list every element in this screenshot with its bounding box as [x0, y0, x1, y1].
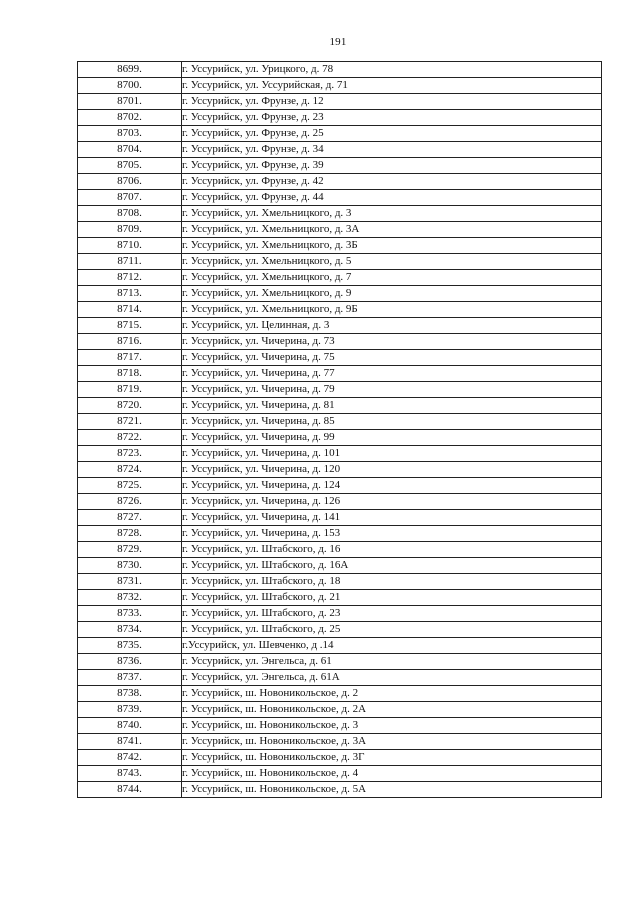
table-row [78, 382, 602, 398]
row-number-cell: 8702. [78, 110, 182, 126]
table-row [78, 686, 602, 702]
table-row [78, 270, 602, 286]
row-number-cell: 8741. [78, 734, 182, 750]
address-cell: г. Уссурийск, ул. Целинная, д. 3 [182, 318, 602, 334]
address-cell: г. Уссурийск, ул. Чичерина, д. 101 [182, 446, 602, 462]
address-cell: г. Уссурийск, ул. Хмельницкого, д. 5 [182, 254, 602, 270]
address-cell: г. Уссурийск, ул. Энгельса, д. 61 [182, 654, 602, 670]
address-cell: г. Уссурийск, ул. Урицкого, д. 78 [182, 62, 602, 78]
table-row [78, 142, 602, 158]
address-cell: г. Уссурийск, ул. Чичерина, д. 141 [182, 510, 602, 526]
table-row [78, 734, 602, 750]
table-row [78, 366, 602, 382]
row-number-cell: 8722. [78, 430, 182, 446]
row-number-cell: 8740. [78, 718, 182, 734]
address-cell: г. Уссурийск, ул. Чичерина, д. 75 [182, 350, 602, 366]
table-row [78, 718, 602, 734]
table-row [78, 302, 602, 318]
address-cell: г. Уссурийск, ул. Чичерина, д. 99 [182, 430, 602, 446]
address-cell: г. Уссурийск, ш. Новоникольское, д. 3 [182, 718, 602, 734]
address-cell: г. Уссурийск, ул. Фрунзе, д. 44 [182, 190, 602, 206]
table-row [78, 174, 602, 190]
table-row [78, 606, 602, 622]
row-number-cell: 8705. [78, 158, 182, 174]
row-number-cell: 8706. [78, 174, 182, 190]
row-number-cell: 8735. [78, 638, 182, 654]
address-cell: г. Уссурийск, ул. Чичерина, д. 77 [182, 366, 602, 382]
address-cell: г. Уссурийск, ул. Чичерина, д. 79 [182, 382, 602, 398]
table-row [78, 206, 602, 222]
row-number-cell: 8704. [78, 142, 182, 158]
table-row [78, 782, 602, 798]
row-number-cell: 8716. [78, 334, 182, 350]
address-cell: г. Уссурийск, ул. Фрунзе, д. 39 [182, 158, 602, 174]
address-cell: г. Уссурийск, ул. Чичерина, д. 81 [182, 398, 602, 414]
row-number-cell: 8742. [78, 750, 182, 766]
row-number-cell: 8736. [78, 654, 182, 670]
row-number-cell: 8723. [78, 446, 182, 462]
address-cell: г. Уссурийск, ул. Штабского, д. 18 [182, 574, 602, 590]
table-row [78, 62, 602, 78]
table-row [78, 238, 602, 254]
table-row [78, 494, 602, 510]
table-row [78, 414, 602, 430]
address-cell: г. Уссурийск, ш. Новоникольское, д. 4 [182, 766, 602, 782]
table-row [78, 590, 602, 606]
address-table-body [78, 62, 602, 798]
page-number: 191 [329, 36, 347, 48]
address-cell: г. Уссурийск, ул. Чичерина, д. 120 [182, 462, 602, 478]
row-number-cell: 8725. [78, 478, 182, 494]
table-row [78, 94, 602, 110]
address-cell: г. Уссурийск, ул. Штабского, д. 23 [182, 606, 602, 622]
address-cell: г.Уссурийск, ул. Шевченко, д .14 [182, 638, 602, 654]
row-number-cell: 8739. [78, 702, 182, 718]
address-cell: г. Уссурийск, ш. Новоникольское, д. 2А [182, 702, 602, 718]
row-number-cell: 8730. [78, 558, 182, 574]
row-number-cell: 8727. [78, 510, 182, 526]
row-number-cell: 8743. [78, 766, 182, 782]
row-number-cell: 8712. [78, 270, 182, 286]
row-number-cell: 8717. [78, 350, 182, 366]
table-row [78, 190, 602, 206]
table-row [78, 638, 602, 654]
table-row [78, 318, 602, 334]
row-number-cell: 8734. [78, 622, 182, 638]
table-row [78, 750, 602, 766]
row-number-cell: 8711. [78, 254, 182, 270]
table-row [78, 702, 602, 718]
row-number-cell: 8699. [78, 62, 182, 78]
address-cell: г. Уссурийск, ул. Хмельницкого, д. 9Б [182, 302, 602, 318]
address-cell: г. Уссурийск, ул. Фрунзе, д. 23 [182, 110, 602, 126]
table-row [78, 558, 602, 574]
address-cell: г. Уссурийск, ул. Фрунзе, д. 12 [182, 94, 602, 110]
table-row [78, 78, 602, 94]
table-row [78, 622, 602, 638]
row-number-cell: 8728. [78, 526, 182, 542]
row-number-cell: 8700. [78, 78, 182, 94]
address-cell: г. Уссурийск, ул. Хмельницкого, д. 9 [182, 286, 602, 302]
table-row [78, 654, 602, 670]
table-row [78, 478, 602, 494]
address-cell: г. Уссурийск, ул. Хмельницкого, д. 3 [182, 206, 602, 222]
table-row [78, 446, 602, 462]
row-number-cell: 8713. [78, 286, 182, 302]
address-cell: г. Уссурийск, ул. Хмельницкого, д. 7 [182, 270, 602, 286]
address-cell: г. Уссурийск, ш. Новоникольское, д. 3А [182, 734, 602, 750]
address-cell: г. Уссурийск, ул. Фрунзе, д. 25 [182, 126, 602, 142]
row-number-cell: 8714. [78, 302, 182, 318]
address-cell: г. Уссурийск, ул. Хмельницкого, д. 3Б [182, 238, 602, 254]
address-cell: г. Уссурийск, ул. Энгельса, д. 61А [182, 670, 602, 686]
address-cell: г. Уссурийск, ул. Штабского, д. 25 [182, 622, 602, 638]
row-number-cell: 8707. [78, 190, 182, 206]
address-cell: г. Уссурийск, ул. Уссурийская, д. 71 [182, 78, 602, 94]
row-number-cell: 8719. [78, 382, 182, 398]
table-row [78, 286, 602, 302]
address-cell: г. Уссурийск, ул. Фрунзе, д. 42 [182, 174, 602, 190]
table-row [78, 526, 602, 542]
address-cell: г. Уссурийск, ул. Чичерина, д. 153 [182, 526, 602, 542]
row-number-cell: 8715. [78, 318, 182, 334]
address-cell: г. Уссурийск, ул. Чичерина, д. 126 [182, 494, 602, 510]
table-row [78, 350, 602, 366]
row-number-cell: 8709. [78, 222, 182, 238]
table-row [78, 766, 602, 782]
row-number-cell: 8701. [78, 94, 182, 110]
row-number-cell: 8726. [78, 494, 182, 510]
table-row [78, 158, 602, 174]
row-number-cell: 8733. [78, 606, 182, 622]
row-number-cell: 8738. [78, 686, 182, 702]
address-cell: г. Уссурийск, ш. Новоникольское, д. 3Г [182, 750, 602, 766]
address-cell: г. Уссурийск, ул. Штабского, д. 16А [182, 558, 602, 574]
table-row [78, 670, 602, 686]
row-number-cell: 8729. [78, 542, 182, 558]
address-cell: г. Уссурийск, ул. Штабского, д. 21 [182, 590, 602, 606]
address-table [77, 61, 602, 798]
row-number-cell: 8721. [78, 414, 182, 430]
table-row [78, 430, 602, 446]
table-row [78, 462, 602, 478]
address-cell: г. Уссурийск, ш. Новоникольское, д. 2 [182, 686, 602, 702]
table-row [78, 110, 602, 126]
row-number-cell: 8718. [78, 366, 182, 382]
table-row [78, 510, 602, 526]
row-number-cell: 8724. [78, 462, 182, 478]
row-number-cell: 8737. [78, 670, 182, 686]
row-number-cell: 8744. [78, 782, 182, 798]
table-row [78, 574, 602, 590]
address-cell: г. Уссурийск, ул. Фрунзе, д. 34 [182, 142, 602, 158]
row-number-cell: 8720. [78, 398, 182, 414]
row-number-cell: 8731. [78, 574, 182, 590]
table-row [78, 542, 602, 558]
address-cell: г. Уссурийск, ул. Чичерина, д. 85 [182, 414, 602, 430]
row-number-cell: 8710. [78, 238, 182, 254]
table-row [78, 254, 602, 270]
row-number-cell: 8703. [78, 126, 182, 142]
address-cell: г. Уссурийск, ул. Хмельницкого, д. 3А [182, 222, 602, 238]
address-cell: г. Уссурийск, ул. Чичерина, д. 73 [182, 334, 602, 350]
row-number-cell: 8732. [78, 590, 182, 606]
table-row [78, 398, 602, 414]
table-row [78, 126, 602, 142]
table-row [78, 222, 602, 238]
table-row [78, 334, 602, 350]
row-number-cell: 8708. [78, 206, 182, 222]
address-cell: г. Уссурийск, ш. Новоникольское, д. 5А [182, 782, 602, 798]
address-cell: г. Уссурийск, ул. Чичерина, д. 124 [182, 478, 602, 494]
address-cell: г. Уссурийск, ул. Штабского, д. 16 [182, 542, 602, 558]
